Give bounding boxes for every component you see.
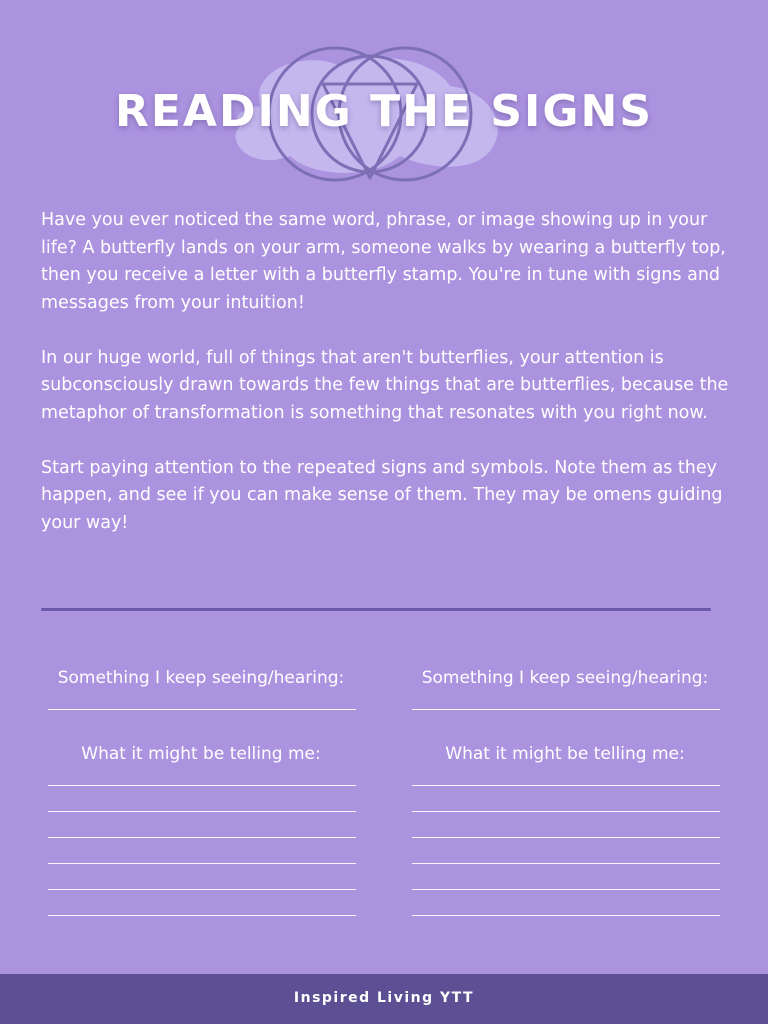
meaning-write-line[interactable] — [412, 785, 720, 786]
meaning-write-line[interactable] — [48, 811, 356, 812]
paragraph: Start paying attention to the repeated signs and symbols. Note them as they happen, and see if you can make sense of them. They may be omens guiding your way! — [41, 457, 723, 533]
sign-write-line[interactable] — [412, 709, 720, 710]
meaning-write-line[interactable] — [412, 837, 720, 838]
section-divider — [41, 608, 711, 611]
worksheet-column-right — [400, 664, 730, 916]
meaning-write-line[interactable] — [48, 915, 356, 916]
sign-write-line[interactable] — [48, 709, 356, 710]
sign-prompt-label: Something I keep seeing/hearing: — [57, 668, 345, 688]
meaning-prompt-label: What it might be telling me: — [81, 744, 321, 764]
paragraph: In our huge world, full of things that aren't butterflies, your attention is subconsciously drawn towards the few things that are butterflies, because the metaphor of transformation is something that resonates with you right now. — [41, 347, 729, 423]
meaning-write-line[interactable] — [48, 863, 356, 864]
footer-brand: Inspired Living YTT — [293, 990, 475, 1006]
meaning-write-lines — [400, 785, 730, 916]
meaning-write-line[interactable] — [48, 785, 356, 786]
meaning-write-lines — [36, 785, 366, 916]
meaning-prompt-label: What it might be telling me: — [445, 744, 685, 764]
meaning-write-line[interactable] — [412, 889, 720, 890]
worksheet-column-left — [36, 664, 366, 916]
page-title: READING THE SIGNS — [114, 86, 654, 137]
footer-bar — [0, 974, 768, 1024]
intro-text — [41, 207, 741, 565]
meaning-write-line[interactable] — [48, 889, 356, 890]
sign-prompt-label: Something I keep seeing/hearing: — [421, 668, 709, 688]
meaning-write-line[interactable] — [412, 915, 720, 916]
meaning-write-line[interactable] — [412, 863, 720, 864]
paragraph: Have you ever noticed the same word, phrase, or image showing up in your life? A butterfly lands on your arm, someone walks by wearing a butterfly top, then you receive a letter with a butterfly stamp. You're in tune with signs and messages from your intuition! — [41, 210, 726, 313]
meaning-write-line[interactable] — [412, 811, 720, 812]
meaning-write-line[interactable] — [48, 837, 356, 838]
